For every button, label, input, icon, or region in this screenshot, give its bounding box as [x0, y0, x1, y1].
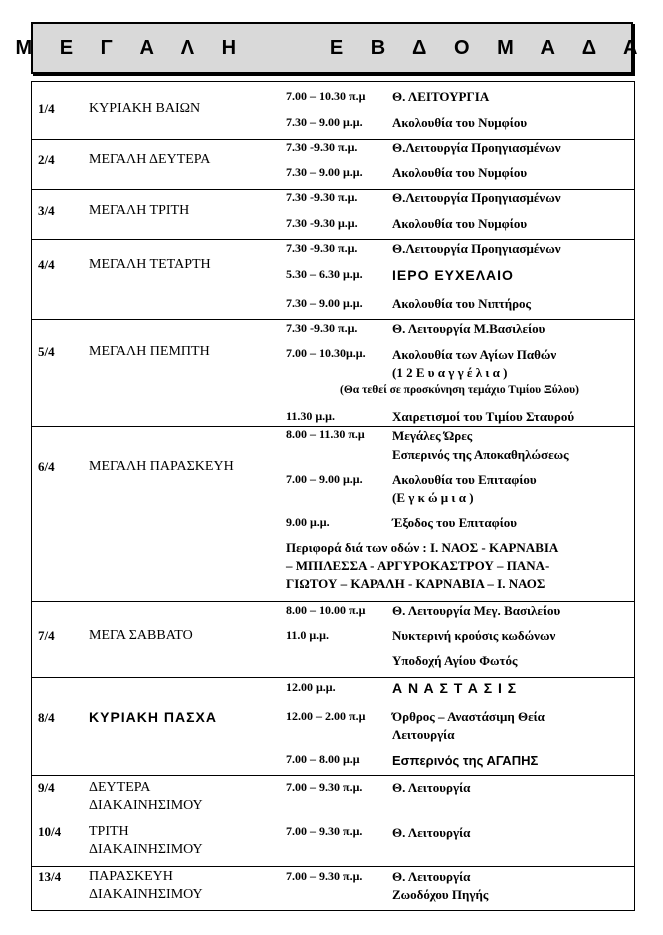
service-name: Θ. ΛΕΙΤΟΥΡΓΙΑ — [392, 89, 490, 104]
service-name: Ακολουθία του Νυμφίου — [392, 115, 528, 130]
service-time: 7.30 -9.30 π.μ. — [286, 140, 358, 154]
service-subtitle: Εσπερινός της Αποκαθηλώσεως — [392, 447, 569, 462]
title-box — [15, 22, 649, 74]
service-note: (Θα τεθεί σε προσκύνηση τεμάχιο Τιμίου Ξύλου) — [340, 384, 579, 396]
row-divider — [31, 239, 635, 240]
row-day: ΚΥΡΙΑΚΗ ΒΑΙΩΝ — [89, 101, 201, 116]
row-divider — [31, 866, 635, 867]
service-time: 7.00 – 9.00 μ.μ. — [286, 472, 363, 486]
row-divider — [31, 601, 635, 602]
row-date: 7/4 — [38, 628, 55, 643]
row-day: ΜΕΓΑ ΣΑΒΒΑΤΟ — [89, 628, 193, 643]
service-time: 7.30 – 9.00 μ.μ. — [286, 165, 363, 179]
row-date: 5/4 — [38, 344, 55, 359]
row-day: ΜΕΓΑΛΗ ΤΡΙΤΗ — [89, 203, 190, 218]
service-name: Έξοδος του Επιταφίου — [392, 515, 518, 530]
procession-line: ΓΙΩΤΟΥ – ΚΑΡΑΛΗ - ΚΑΡΝΑΒΙΑ – Ι. ΝΑΟΣ — [286, 576, 546, 591]
service-name-highlight: Εσπερινός της ΑΓΑΠΗΣ — [392, 753, 539, 768]
service-name: Θ. Λειτουργία — [392, 869, 471, 884]
row-date: 4/4 — [38, 257, 55, 272]
service-time: 7.30 – 9.00 μ.μ. — [286, 296, 363, 310]
row-day-sub: ΔΙΑΚΑΙΝΗΣΙΜΟΥ — [89, 798, 203, 813]
row-date: 10/4 — [38, 824, 62, 839]
service-time: 7.00 – 8.00 μ.μ — [286, 752, 360, 766]
service-time: 11.0 μ.μ. — [286, 628, 329, 642]
service-name: Θ. Λειτουργία Μ.Βασιλείου — [392, 321, 546, 336]
service-name: Ακολουθία του Νυμφίου — [392, 165, 528, 180]
procession-line: – ΜΠΙΛΕΣΣΑ - ΑΡΓΥΡΟΚΑΣΤΡΟΥ – ΠΑΝΑ- — [286, 558, 550, 573]
service-name: Θ. Λειτουργία Μεγ. Βασιλείου — [392, 603, 561, 618]
service-name: Υποδοχή Αγίου Φωτός — [392, 653, 518, 668]
service-time: 9.00 μ.μ. — [286, 515, 330, 529]
service-time: 7.00 – 10.30μ.μ. — [286, 346, 366, 360]
service-subtitle: (1 2 Ε υ α γ γ έ λ ι α ) — [392, 365, 508, 380]
row-day: ΜΕΓΑΛΗ ΠΑΡΑΣΚΕΥΗ — [89, 459, 234, 474]
service-time: 7.30 -9.30 π.μ. — [286, 321, 358, 335]
service-name: Θ.Λειτουργία Προηγιασμένων — [392, 190, 561, 205]
service-name: Θ.Λειτουργία Προηγιασμένων — [392, 140, 561, 155]
row-day: ΜΕΓΑΛΗ ΤΕΤΑΡΤΗ — [89, 257, 211, 272]
service-name: Μεγάλες Ώρες — [392, 428, 473, 443]
row-day: ΜΕΓΑΛΗ ΠΕΜΠΤΗ — [89, 344, 210, 359]
row-date: 1/4 — [38, 101, 55, 116]
service-time: 12.00 μ.μ. — [286, 680, 336, 694]
service-name: Χαιρετισμοί του Τιμίου Σταυρού — [392, 409, 575, 424]
row-day: ΔΕΥΤΕΡΑ — [89, 780, 151, 795]
service-name: Ακολουθία του Νιπτήρος — [392, 296, 532, 311]
row-divider — [31, 677, 635, 678]
service-subtitle: Ζωοδόχου Πηγής — [392, 887, 489, 902]
row-date: 3/4 — [38, 203, 55, 218]
service-time: 7.30 -9.30 π.μ. — [286, 190, 358, 204]
row-day: ΤΡΙΤΗ — [89, 824, 129, 839]
service-subtitle: Λειτουργία — [392, 727, 455, 742]
service-time: 7.00 – 9.30 π.μ. — [286, 780, 363, 794]
service-name: Θ. Λειτουργία — [392, 825, 471, 840]
service-name: Θ.Λειτουργία Προηγιασμένων — [392, 241, 561, 256]
row-day: ΜΕΓΑΛΗ ΔΕΥΤΕΡΑ — [89, 152, 211, 167]
row-date: 2/4 — [38, 152, 55, 167]
row-date: 13/4 — [38, 869, 62, 884]
service-time: 7.00 – 9.30 π.μ. — [286, 869, 363, 883]
row-day: ΚΥΡΙΑΚΗ ΠΑΣΧΑ — [89, 709, 217, 725]
service-time: 8.00 – 10.00 π.μ — [286, 603, 366, 617]
row-date: 8/4 — [38, 710, 55, 725]
row-day-sub: ΔΙΑΚΑΙΝΗΣΙΜΟΥ — [89, 842, 203, 857]
row-day: ΠΑΡΑΣΚΕΥΗ — [89, 869, 173, 884]
service-subtitle: (Ε γ κ ώ μ ι α ) — [392, 490, 474, 505]
service-time: 7.30 -9.30 μ.μ. — [286, 216, 358, 230]
page-title: Μ Ε Γ Α Λ Η Ε Β Δ Ο Μ Α Δ Α — [15, 36, 649, 59]
service-time: 5.30 – 6.30 μ.μ. — [286, 267, 363, 281]
row-day-sub: ΔΙΑΚΑΙΝΗΣΙΜΟΥ — [89, 887, 203, 902]
procession-line: Περιφορά διά των οδών : Ι. ΝΑΟΣ - ΚΑΡΝΑΒΙΑ — [286, 540, 559, 555]
row-divider — [31, 775, 635, 776]
service-time: 8.00 – 11.30 π.μ — [286, 427, 365, 441]
service-time: 7.30 – 9.00 μ.μ. — [286, 115, 363, 129]
service-time: 7.00 – 9.30 π.μ. — [286, 824, 363, 838]
service-name: Θ. Λειτουργία — [392, 780, 471, 795]
service-time: 11.30 μ.μ. — [286, 409, 335, 423]
service-time: 7.00 – 10.30 π.μ — [286, 89, 366, 103]
service-name: Ακολουθία των Αγίων Παθών — [392, 347, 557, 362]
service-time: 7.30 -9.30 π.μ. — [286, 241, 358, 255]
service-name-highlight: Α Ν Α Σ Τ Α Σ Ι Σ — [392, 680, 518, 696]
row-divider — [31, 319, 635, 320]
service-name: Ακολουθία του Επιταφίου — [392, 472, 537, 487]
service-name: Νυκτερινή κρούσις κωδώνων — [392, 628, 556, 643]
service-name: Όρθρος – Αναστάσιμη Θεία — [392, 709, 545, 724]
service-name: Ακολουθία του Νυμφίου — [392, 216, 528, 231]
service-name-highlight: ΙΕΡΟ ΕΥΧΕΛΑΙΟ — [392, 267, 514, 283]
row-date: 6/4 — [38, 459, 55, 474]
service-time: 12.00 – 2.00 π.μ — [286, 709, 366, 723]
row-date: 9/4 — [38, 780, 55, 795]
